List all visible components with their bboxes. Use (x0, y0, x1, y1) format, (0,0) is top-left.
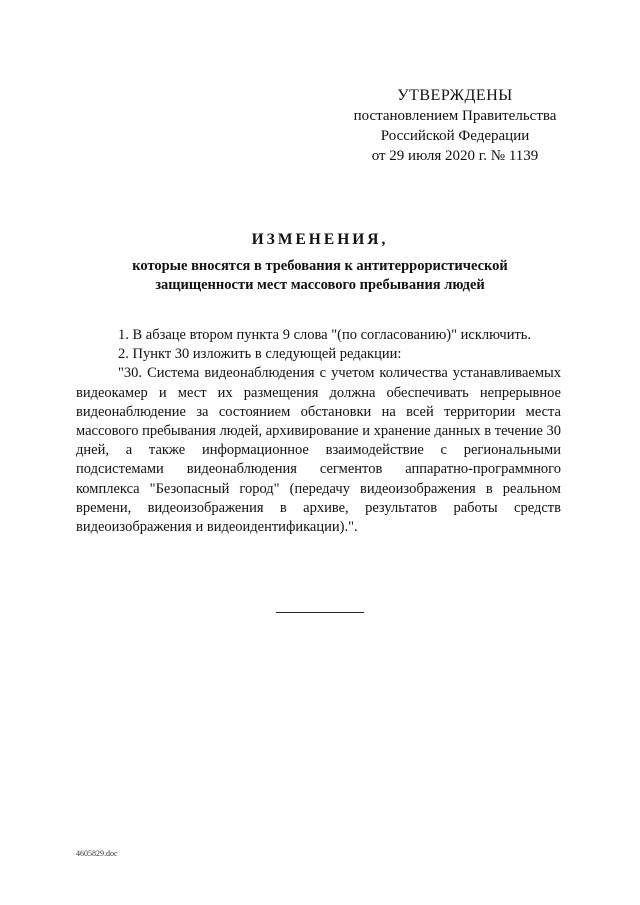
document-subtitle (70, 257, 570, 295)
document-title: ИЗМЕНЕНИЯ, (251, 231, 389, 248)
approved-heading: УТВЕРЖДЕНЫ (397, 87, 513, 104)
paragraph-1: 1. В абзаце втором пункта 9 слова "(по согласованию)" исключить. (118, 327, 532, 343)
subtitle-line-1: которые вносятся в требования к антитеррористической (132, 258, 508, 274)
paragraph-3: "30. Система видеонаблюдения с учетом количества устанавливаемых видеокамер и мест их размещения должна обеспечивать непрерывное видеонаблюдение за состоянием обстановки на всей территории места массового пребывания людей, архивирование и хранение данных в течение 30 дней, а также информационное взаимодействие с региональными подсистемами видеонаблюдения сегментов аппаратно-программного комплекса "Безопасный город" (передачу видеоизображения в реальном времени, видеоизображения в архиве, результатов работы средств видеоизображения и видеоидентификации).". (76, 365, 561, 536)
approval-line-1: постановлением Правительства (353, 108, 557, 124)
end-divider (276, 612, 364, 613)
approval-block (330, 86, 580, 166)
paragraph-2: 2. Пункт 30 изложить в следующей редакции: (118, 346, 402, 363)
document-body (76, 326, 561, 537)
approval-line-3: от 29 июля 2020 г. № 1139 (371, 148, 539, 164)
subtitle-line-2: защищенности мест массового пребывания людей (155, 277, 485, 293)
approval-line-2: Российской Федерации (380, 128, 530, 144)
file-code: 4605829.doc (76, 849, 118, 858)
